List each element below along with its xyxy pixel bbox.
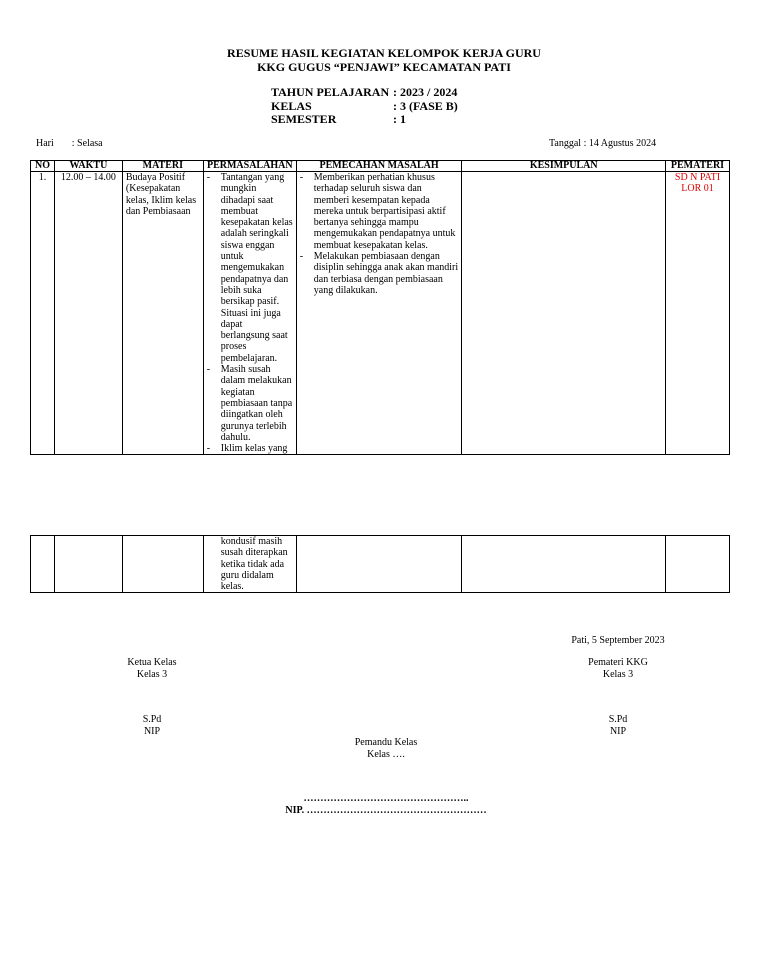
center-signature-name xyxy=(236,793,536,816)
cell-pemecahan xyxy=(296,536,462,593)
meta-kelas xyxy=(271,100,458,114)
cell-permasalahan: kondusif masih susah diterapkan ketika tidak ada guru didalam kelas. xyxy=(203,536,296,593)
cell-pemateri xyxy=(666,536,730,593)
right-class: Kelas 3 xyxy=(602,668,634,680)
hari-label: Hari xyxy=(36,138,54,149)
left-signature-block xyxy=(92,657,212,680)
hari-value: : Selasa xyxy=(71,138,103,149)
right-nip: NIP xyxy=(609,725,627,737)
tanggal-line: Tanggal : 14 Agustus 2024 xyxy=(549,138,657,149)
header-kesimpulan: KESIMPULAN xyxy=(462,161,666,172)
tahun-value: : 2023 / 2024 xyxy=(393,85,458,99)
permasalahan-item: - Tantangan yang mungkin dihadapi saat membuat kesepakatan kelas adalah seringkali siswa enggan untuk mengemukakan pendapatnya dan lebih suka bersikap pasif. Situasi ini juga dapat berlangsung saat proses pembelajaran. xyxy=(207,172,293,364)
resume-table-continued xyxy=(30,535,730,593)
center-class: Kelas …. xyxy=(367,748,405,760)
cell-waktu: 12.00 – 14.00 xyxy=(54,172,122,455)
semester-value: : 1 xyxy=(393,112,406,126)
tahun-label: TAHUN PELAJARAN xyxy=(271,85,390,99)
right-title: S.Pd xyxy=(608,714,628,725)
left-signature-name xyxy=(92,714,212,737)
left-class: Kelas 3 xyxy=(136,668,168,680)
left-nip: NIP xyxy=(143,725,161,737)
cell-no xyxy=(31,536,55,593)
table-row xyxy=(31,536,730,593)
cell-kesimpulan xyxy=(462,536,666,593)
header-materi: MATERI xyxy=(122,161,203,172)
center-name: ………………………………………….. xyxy=(303,793,469,804)
cell-no: 1. xyxy=(31,172,55,455)
table-row xyxy=(31,172,730,455)
meta-semester xyxy=(271,113,406,127)
pemecahan-item: - Melakukan pembiasaan dengan disiplin sehingga anak akan mandiri dan terbiasa dengan pembiasaan yang dilakukan. xyxy=(300,251,459,296)
hari-line xyxy=(36,138,103,149)
kelas-value: : 3 (FASE B) xyxy=(393,98,458,113)
right-signature-name xyxy=(558,714,678,737)
resume-table xyxy=(30,160,730,455)
permasalahan-item: - Masih susah dalam melakukan kegiatan pembiasaan tanpa diingatkan oleh gurunya terlebih dahulu. xyxy=(207,364,293,443)
pemecahan-item: - Memberikan perhatian khusus terhadap seluruh siswa dan memberi kesempatan kepada mereka untuk berpartisipasi aktif bertanya sehingga mampu mengemukakan pendapatnya untuk membuat kesepakatan kelas. xyxy=(300,172,459,251)
header-waktu: WAKTU xyxy=(54,161,122,172)
right-signature-block xyxy=(558,657,678,680)
cell-waktu xyxy=(54,536,122,593)
left-role: Ketua Kelas xyxy=(127,657,177,668)
left-title: S.Pd xyxy=(142,714,162,725)
header-no: NO xyxy=(31,161,55,172)
place-date: Pati, 5 September 2023 xyxy=(571,635,665,646)
pemateri-line2: LOR 01 xyxy=(681,183,714,195)
cell-pemateri xyxy=(665,172,729,455)
header-pemecahan: PEMECAHAN MASALAH xyxy=(296,161,462,172)
right-role: Pemateri KKG xyxy=(588,657,648,668)
cell-permasalahan xyxy=(203,172,296,455)
cell-kesimpulan xyxy=(462,172,666,455)
center-signature-block xyxy=(326,737,446,760)
document-title: RESUME HASIL KEGIATAN KELOMPOK KERJA GURU xyxy=(227,46,541,60)
table-header-row xyxy=(31,161,730,172)
semester-label: SEMESTER xyxy=(271,112,337,126)
header-pemateri: PEMATERI xyxy=(665,161,729,172)
center-nip: NIP. ……………………………………………… xyxy=(285,804,487,816)
cell-materi xyxy=(122,536,203,593)
kelas-label: KELAS xyxy=(271,98,312,113)
permasalahan-item: - Iklim kelas yang xyxy=(207,443,293,454)
pemateri-line1: SD N PATI xyxy=(674,172,721,183)
document-subtitle: KKG GUGUS “PENJAWI” KECAMATAN PATI xyxy=(257,60,511,74)
header-permasalahan: PERMASALAHAN xyxy=(203,161,296,172)
cell-pemecahan xyxy=(296,172,462,455)
center-role: Pemandu Kelas xyxy=(354,737,418,748)
cell-materi: Budaya Positif (Kesepakatan kelas, Iklim kelas dan Pembiasaan xyxy=(122,172,203,455)
meta-tahun xyxy=(271,86,457,100)
